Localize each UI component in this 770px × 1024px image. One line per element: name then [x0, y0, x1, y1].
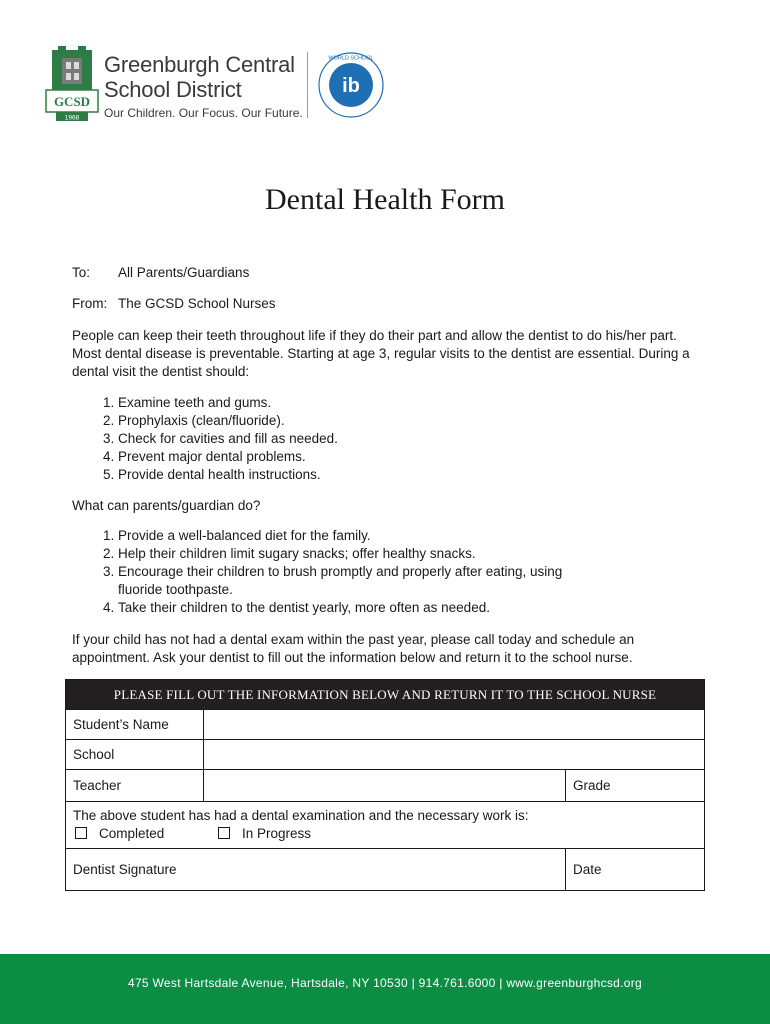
district-tagline: Our Children. Our Focus. Our Future. [104, 106, 303, 120]
dentist-signature-field[interactable] [196, 849, 565, 890]
in-progress-option [218, 826, 311, 841]
school-row [66, 739, 704, 769]
logo-initials: GCSD [53, 94, 91, 109]
form-header: PLEASE FILL OUT THE INFORMATION BELOW AND RETURN IT TO THE SCHOOL NURSE [66, 680, 704, 709]
logo-year: 1968 [64, 114, 80, 122]
grade-label: Grade [573, 778, 611, 793]
ib-logo-mark: ib [342, 75, 360, 97]
logo-divider [307, 52, 308, 118]
to-value: All Parents/Guardians [118, 265, 250, 280]
completed-option [75, 826, 164, 841]
parents-question: What can parents/guardian do? [72, 498, 261, 513]
teacher-row [66, 769, 704, 801]
letterhead [44, 44, 404, 124]
footer-bar [0, 954, 770, 1024]
completed-checkbox[interactable] [75, 827, 87, 839]
list-item: 2. Prophylaxis (clean/fluoride). [118, 412, 638, 430]
district-name-line1: Greenburgh Central [104, 52, 295, 77]
completed-label: Completed [99, 826, 165, 841]
student-name-field[interactable] [204, 710, 704, 739]
from-value: The GCSD School Nurses [118, 296, 276, 311]
exam-status-row [66, 801, 704, 848]
intro-paragraph: People can keep their teeth throughout life if they do their part and allow the dentist to do his/her part. Most dental disease is preventable. Starting at age 3, regular visits to the dentist are essential. During a dental visit the dentist should: [72, 328, 690, 379]
exam-statement: The above student has had a dental examination and the necessary work is: [73, 808, 529, 823]
list-item: 4. Prevent major dental problems. [118, 448, 638, 466]
date-field[interactable] [611, 849, 704, 890]
ib-world-school-logo [316, 50, 386, 120]
footer-address: 475 West Hartsdale Avenue, Hartsdale, NY 10530 | 914.761.6000 | www.greenburghcsd.org [127, 976, 643, 990]
ib-ring-text: WORLD SCHOOL [328, 55, 374, 62]
to-label: To: [72, 265, 91, 280]
teacher-label: Teacher [73, 778, 122, 793]
list-item: 1. Provide a well-balanced diet for the family. [118, 527, 608, 545]
list-item: 4. Take their children to the dentist yearly, more often as needed. [118, 599, 608, 617]
in-progress-label: In Progress [242, 826, 312, 841]
grade-field[interactable] [626, 770, 704, 801]
list-item: 1. Examine teeth and gums. [118, 394, 638, 412]
teacher-field[interactable] [204, 770, 565, 801]
district-name-line2: School District [104, 77, 242, 102]
date-label: Date [573, 862, 602, 877]
dentist-signature-label: Dentist Signature [73, 862, 177, 877]
dental-info-form [65, 679, 705, 891]
list-item: 3. Check for cavities and fill as needed. [118, 430, 638, 448]
closing-paragraph: If your child has not had a dental exam within the past year, please call today and schedule an appointment. Ask your dentist to fill out the information below and return it to the school nurse. [72, 632, 635, 665]
list-item: 5. Provide dental health instructions. [118, 466, 638, 484]
signature-row [66, 848, 704, 890]
school-label: School [73, 747, 115, 762]
parents-actions-list [72, 527, 608, 617]
page-title: Dental Health Form [265, 183, 505, 216]
student-name-row [66, 709, 704, 739]
divider [565, 849, 566, 890]
from-label: From: [72, 296, 108, 311]
student-name-label: Student’s Name [73, 717, 169, 732]
in-progress-checkbox[interactable] [218, 827, 230, 839]
gcsd-logo [44, 44, 100, 124]
district-name [104, 52, 295, 102]
school-field[interactable] [204, 740, 704, 769]
divider [565, 770, 566, 801]
list-item: 2. Help their children limit sugary snacks; offer healthy snacks. [118, 545, 608, 563]
list-item: 3. Encourage their children to brush promptly and properly after eating, using fluoride toothpaste. [118, 563, 608, 599]
dentist-duties-list [72, 394, 638, 484]
